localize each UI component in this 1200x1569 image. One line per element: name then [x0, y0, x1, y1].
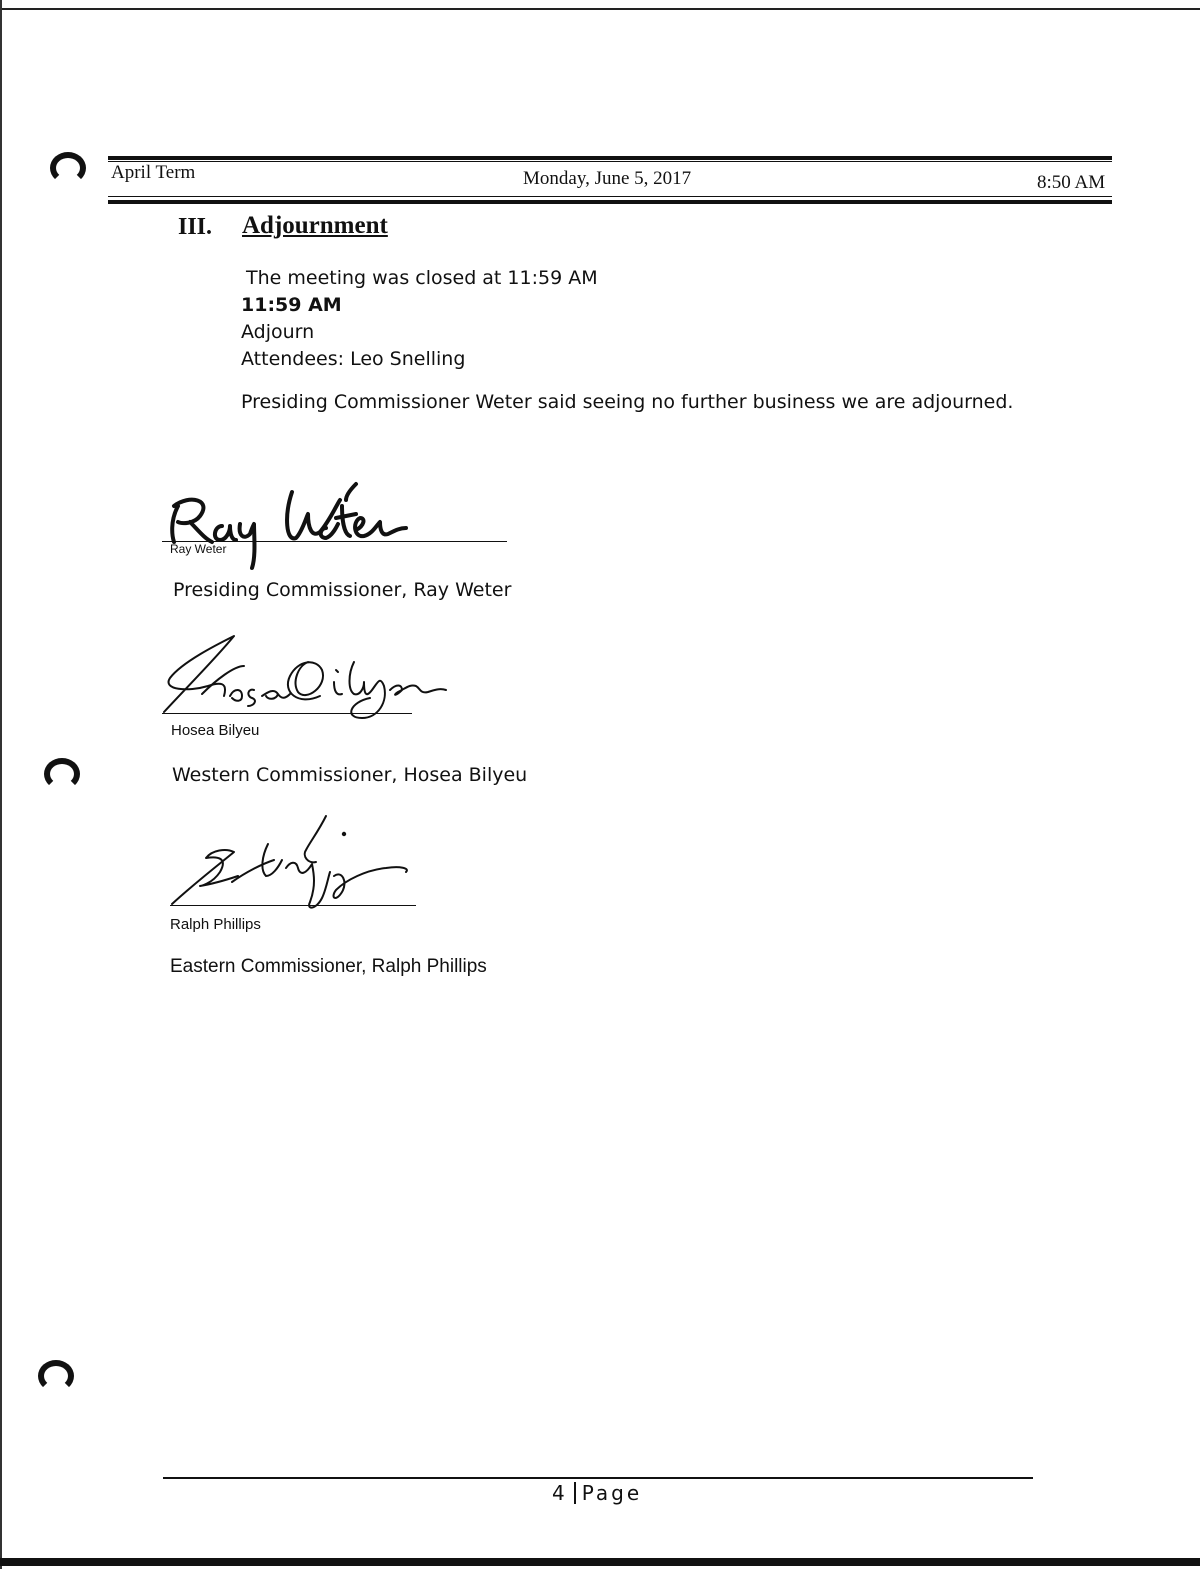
signature-printed-name-1: Ray Weter: [170, 542, 227, 556]
header-time: 8:50 AM: [1037, 172, 1106, 193]
page-label: Page: [581, 1481, 643, 1505]
scan-bottom-border: [0, 1558, 1200, 1566]
signature-title-3: Eastern Commissioner, Ralph Phillips: [170, 956, 487, 977]
page-number-value: 4: [552, 1481, 568, 1505]
signature-printed-name-3: Ralph Phillips: [170, 916, 261, 933]
signature-ray-weter: [160, 476, 460, 576]
punch-hole-top: [50, 152, 86, 184]
punch-hole-bottom: [38, 1360, 74, 1392]
punch-hole-middle: [44, 758, 80, 790]
action-label: Adjourn: [241, 321, 315, 343]
signature-printed-name-2: Hosea Bilyeu: [171, 722, 260, 739]
signature-line-2: [162, 713, 412, 714]
scan-left-border: [0, 0, 2, 1569]
presiding-statement: Presiding Commissioner Weter said seeing no further business we are adjourned.: [241, 391, 1014, 413]
header-rule-top: [108, 156, 1112, 160]
closing-time: 11:59 AM: [241, 294, 342, 316]
header-rule-top-thin: [108, 161, 1112, 162]
section-title: Adjournment: [242, 212, 388, 239]
signature-title-2: Western Commissioner, Hosea Bilyeu: [172, 764, 528, 786]
attendees-line: Attendees: Leo Snelling: [241, 348, 466, 370]
header-date: Monday, June 5, 2017: [523, 168, 692, 189]
section-number: III.: [178, 214, 213, 240]
scan-top-border: [0, 8, 1200, 10]
header-rule-bottom: [108, 200, 1112, 204]
header-term: April Term: [111, 162, 196, 183]
page-number: [552, 1481, 642, 1505]
closing-line: The meeting was closed at 11:59 AM: [246, 267, 598, 289]
signature-line-3: [170, 905, 416, 906]
signature-ralph-phillips: [166, 812, 426, 912]
footer-rule: [163, 1477, 1033, 1479]
page-number-separator: [574, 1482, 576, 1504]
signature-hosea-bilyeu: [158, 626, 458, 726]
signature-title-1: Presiding Commissioner, Ray Weter: [173, 579, 512, 601]
header-rule-bottom-thin: [108, 196, 1112, 197]
